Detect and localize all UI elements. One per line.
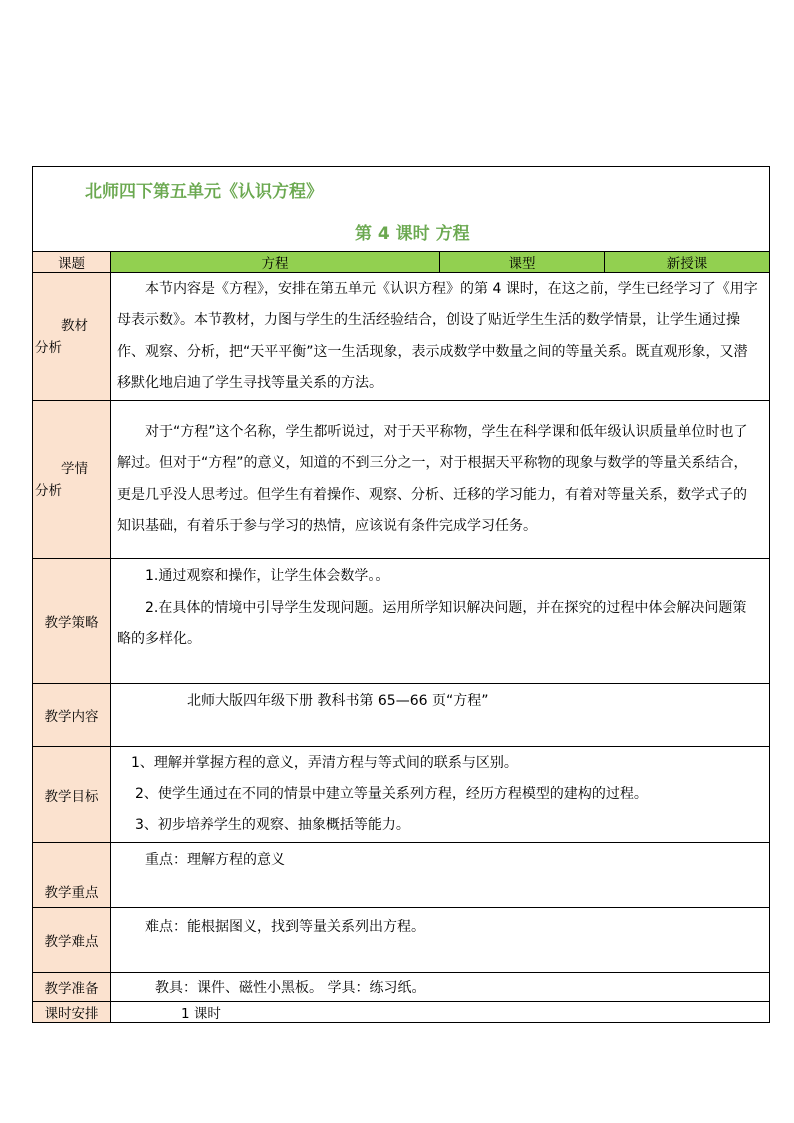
goals-label: 教学目标 — [33, 747, 111, 843]
schedule-text: 1 课时 — [181, 1006, 221, 1022]
keypoint-cell — [111, 843, 770, 908]
type-value: 新授课 — [605, 252, 770, 273]
goals-cell — [111, 747, 770, 843]
preparation-row — [33, 973, 770, 1002]
material-text-cell — [111, 273, 770, 401]
preparation-cell — [111, 973, 770, 1002]
strategy-item-1: 1.通过观察和操作，让学生体会数学。。 — [145, 568, 390, 584]
keypoint-row — [33, 843, 770, 908]
schedule-cell — [111, 1002, 770, 1023]
title-cell — [33, 167, 770, 252]
strategy-label: 教学策略 — [33, 559, 111, 684]
learner-label-line1: 学情 — [61, 460, 88, 477]
preparation-label: 教学准备 — [33, 973, 111, 1002]
schedule-row — [33, 1002, 770, 1023]
keypoint-text: 重点：理解方程的意义 — [145, 852, 285, 868]
material-label-line1: 教材 — [61, 317, 88, 334]
learner-text-cell — [111, 401, 770, 559]
preparation-text: 教具：课件、磁性小黑板。 学具：练习纸。 — [155, 980, 426, 996]
difficulty-label: 教学难点 — [33, 908, 111, 973]
difficulty-cell — [111, 908, 770, 973]
material-row — [33, 273, 770, 401]
content-cell — [111, 684, 770, 747]
topic-label: 课题 — [33, 252, 111, 273]
type-label: 课型 — [440, 252, 605, 273]
lesson-subtitle: 第 4 课时 方程 — [355, 224, 470, 244]
content-label: 教学内容 — [33, 684, 111, 747]
content-text: 北师大版四年级下册 教科书第 65—66 页“方程” — [187, 693, 489, 709]
material-text: 本节内容是《方程》，安排在第五单元《认识方程》的第 4 课时，在这之前，学生已经学习了《用字母表示数》。本节教材，力图与学生的生活经验结合，创设了贴近学生生活的数学情景，让学生通过操作、观察、分析，把“天平平衡”这一生活现象，表示成数学中数量之间的等量关系。既直观形象，又潜移默化地启迪了学生寻找等量关系的方法。 — [117, 280, 758, 391]
lesson-plan-table — [32, 166, 770, 1023]
goal-item-1: 1、理解并掌握方程的意义，弄清方程与等式间的联系与区别。 — [131, 755, 518, 771]
material-label-line2: 分析 — [35, 339, 62, 356]
strategy-cell — [111, 559, 770, 684]
difficulty-row — [33, 908, 770, 973]
topic-value: 方程 — [111, 252, 440, 273]
material-label — [33, 273, 111, 401]
goals-row — [33, 747, 770, 843]
keypoint-label: 教学重点 — [33, 843, 111, 908]
learner-label-line2: 分析 — [35, 482, 62, 499]
learner-text: 对于“方程”这个名称，学生都听说过，对于天平称物，学生在科学课和低年级认识质量单位时也了解过。但对于“方程”的意义，知道的不到三分之一，对于根据天平称物的现象与数学的等量关系结合，更是几乎没人思考过。但学生有着操作、观察、分析、迁移的学习能力，有着对等量关系，数学式子的知识基础，有着乐于参与学习的热情，应该说有条件完成学习任务。 — [117, 423, 748, 534]
learner-label — [33, 401, 111, 559]
content-row — [33, 684, 770, 747]
strategy-row — [33, 559, 770, 684]
title-row — [33, 167, 770, 252]
document-title: 北师四下第五单元《认识方程》 — [85, 182, 323, 202]
strategy-item-2: 2.在具体的情境中引导学生发现问题。运用所学知识解决问题，并在探究的过程中体会解决问题策略的多样化。 — [117, 599, 747, 647]
goal-item-3: 3、初步培养学生的观察、抽象概括等能力。 — [135, 817, 410, 833]
goal-item-2: 2、使学生通过在不同的情景中建立等量关系列方程，经历方程模型的建构的过程。 — [135, 786, 648, 802]
schedule-label: 课时安排 — [33, 1002, 111, 1023]
header-row — [33, 252, 770, 273]
difficulty-text: 难点：能根据图义，找到等量关系列出方程。 — [145, 919, 425, 935]
learner-row — [33, 401, 770, 559]
